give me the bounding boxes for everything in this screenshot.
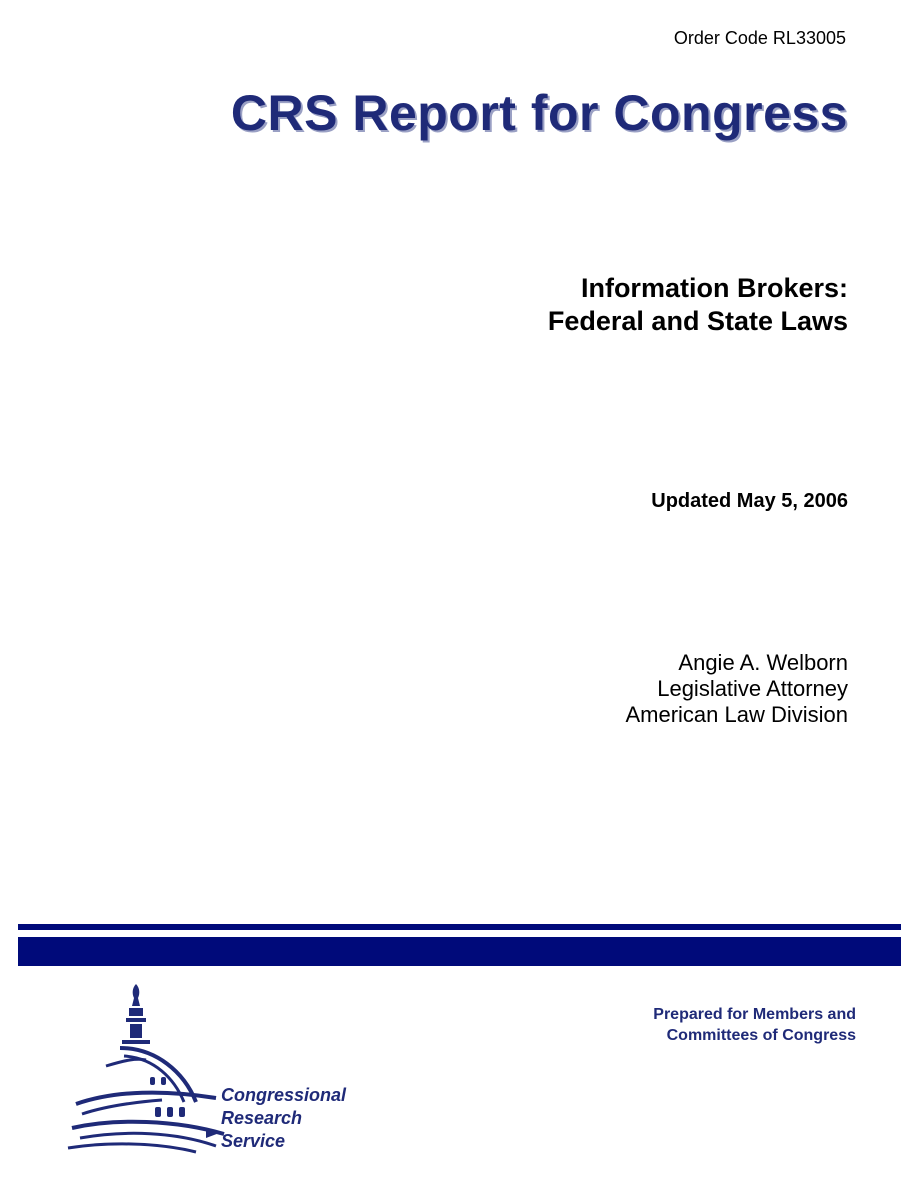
order-code: Order Code RL33005 [673, 28, 846, 48]
logo-line-3: Service [221, 1131, 286, 1151]
document-title-line-1: Information Brokers: [580, 273, 848, 303]
prepared-line-2: Committees of Congress [666, 1027, 856, 1044]
document-title-line-2: Federal and State Laws [547, 306, 848, 336]
logo-line-1: Congressional [221, 1085, 347, 1105]
logo-wordmark [221, 1084, 346, 1153]
document-title [548, 272, 848, 338]
prepared-line-1: Prepared for Members and [653, 1006, 856, 1023]
capitol-dome-icon [66, 982, 226, 1157]
author-position: Legislative Attorney [657, 676, 848, 701]
logo-line-2: Research [221, 1108, 303, 1128]
divider-thick [18, 937, 901, 966]
prepared-for [653, 1004, 856, 1046]
divider-thin [18, 924, 901, 930]
author-name: Angie A. Welborn [678, 650, 848, 675]
crs-logo [66, 982, 366, 1157]
author-division: American Law Division [625, 702, 848, 727]
updated-date: Updated May 5, 2006 [651, 490, 848, 512]
report-heading: CRS Report for Congress [230, 85, 848, 141]
author-block [625, 650, 848, 728]
